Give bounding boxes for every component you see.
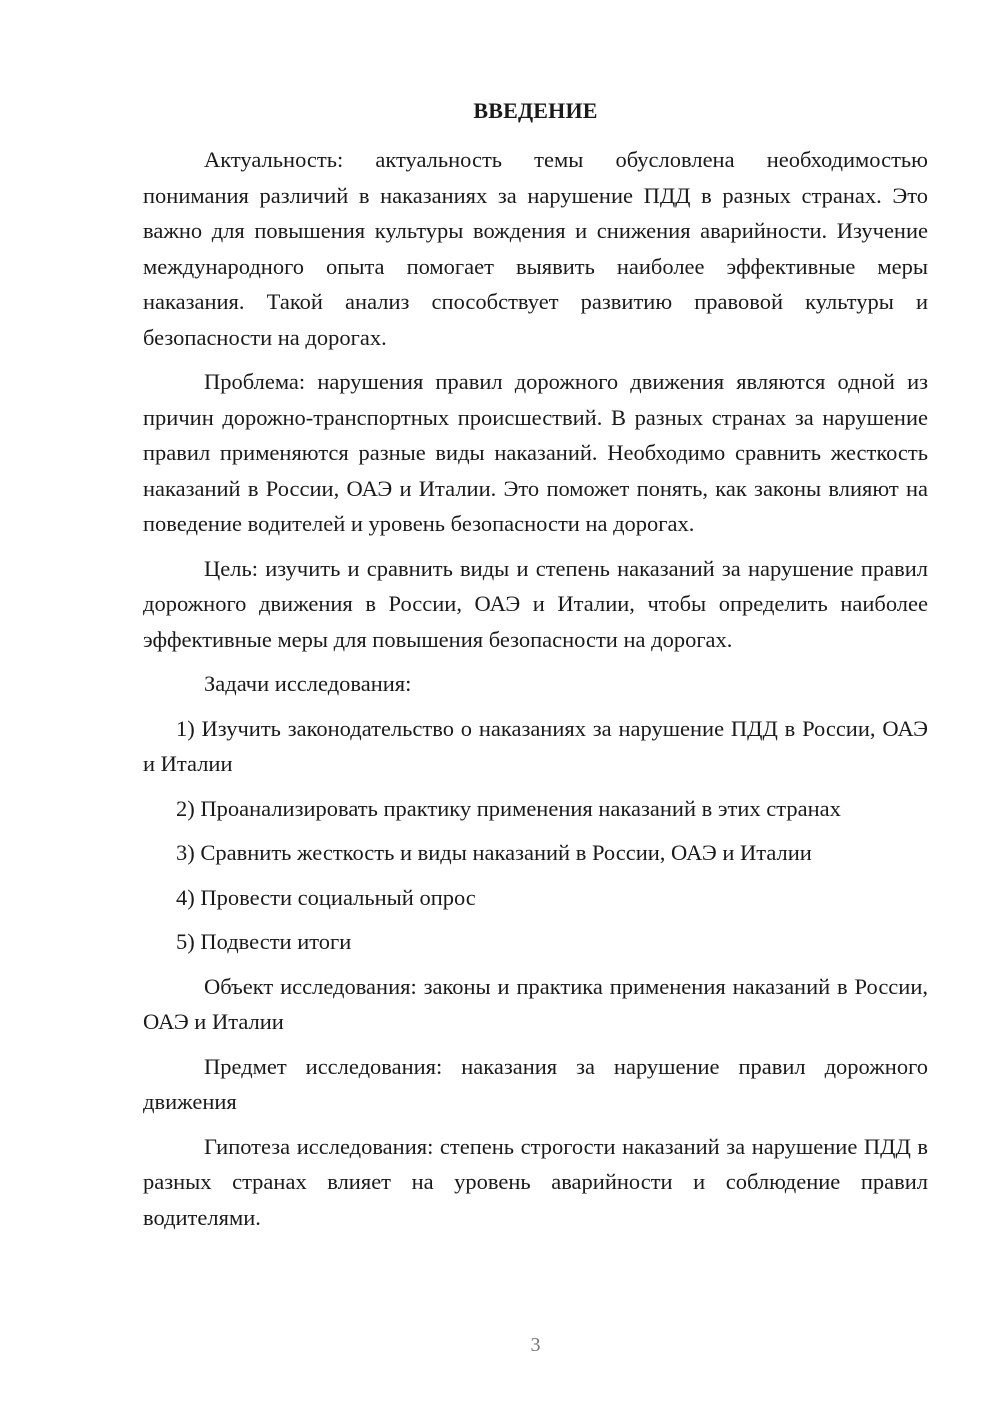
object-paragraph: Объект исследования: законы и практика применения наказаний в России, ОАЭ и Италии bbox=[143, 973, 928, 1034]
relevance-paragraph: Актуальность: актуальность темы обусловлена необходимостью понимания различий в наказаниях за нарушение ПДД в разных странах. Это важно для повышения культуры вождения и снижения аварийности. Изучение международного опыта помогает выявить наиболее эффективные меры наказания. Такой анализ способствует развитию правовой культуры и безопасности на дорогах. bbox=[143, 147, 928, 350]
document-page bbox=[143, 0, 928, 1414]
task-item-5: 5) Подвести итоги bbox=[176, 929, 352, 954]
page-number: 3 bbox=[530, 1334, 541, 1356]
tasks-heading: Задачи исследования: bbox=[204, 671, 412, 696]
task-item-2: 2) Проанализировать практику применения наказаний в этих странах bbox=[176, 795, 841, 821]
goal-paragraph: Цель: изучить и сравнить виды и степень наказаний за нарушение правил дорожного движения в России, ОАЭ и Италии, чтобы определить наиболее эффективные меры для повышения безопасности на дорогах. bbox=[143, 555, 928, 652]
section-title: ВВЕДЕНИЕ bbox=[473, 98, 598, 123]
hypothesis-paragraph: Гипотеза исследования: степень строгости наказаний за нарушение ПДД в разных странах влияет на уровень аварийности и соблюдение правил водителями. bbox=[143, 1133, 928, 1230]
problem-paragraph: Проблема: нарушения правил дорожного движения являются одной из причин дорожно-транспортных происшествий. В разных странах за нарушение правил применяются разные виды наказаний. Необходимо сравнить жесткость наказаний в России, ОАЭ и Италии. Это поможет понять, как законы влияют на поведение водителей и уровень безопасности на дорогах. bbox=[143, 369, 928, 536]
document-body bbox=[143, 142, 928, 1244]
task-item-3: 3) Сравнить жесткость и виды наказаний в России, ОАЭ и Италии bbox=[176, 840, 812, 865]
task-item-4: 4) Провести социальный опрос bbox=[176, 884, 476, 910]
subject-paragraph: Предмет исследования: наказания за нарушение правил дорожного движения bbox=[143, 1053, 928, 1114]
task-item-1: 1) Изучить законодательство о наказаниях за нарушение ПДД в России, ОАЭ и Италии bbox=[143, 715, 928, 776]
